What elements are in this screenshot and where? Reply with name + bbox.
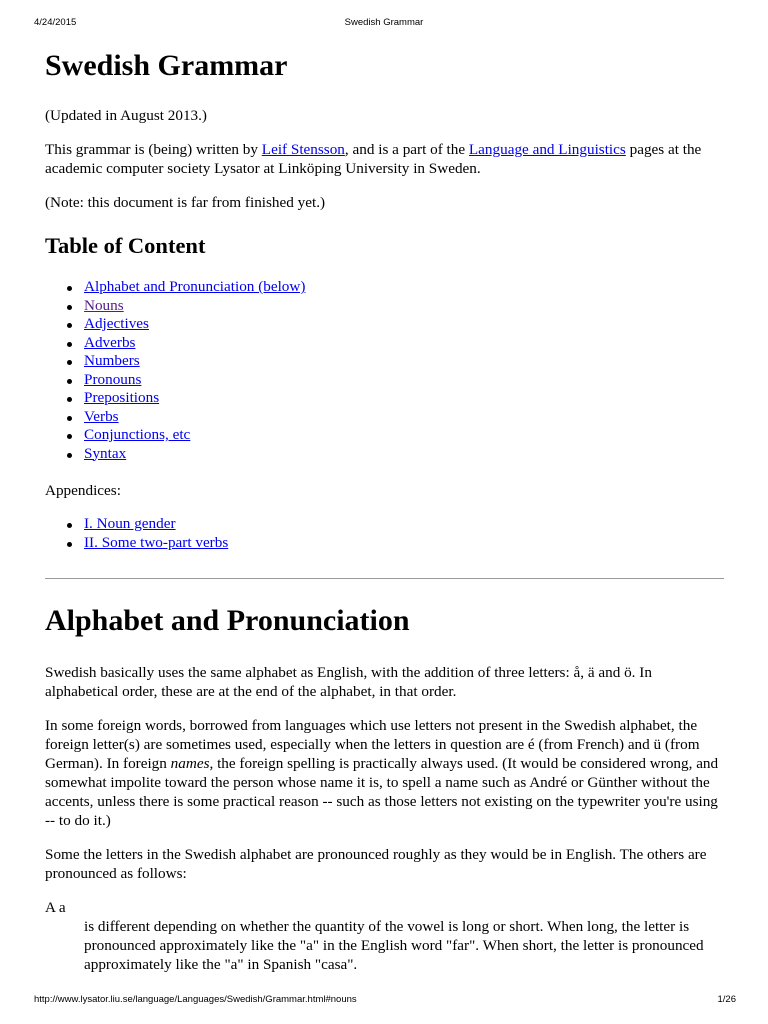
alphabet-p2-text-2: , the foreign spelling is practically always used. (It would be considered wrong, and somewhat impolite toward the person whose name it is, to spell a name such as André or Günther without the accents, unless there is some practical reason -- such as those letters not existing on the typewriter you're using -- to do it.) bbox=[45, 755, 719, 829]
author-link[interactable]: Leif Stensson bbox=[261, 141, 345, 158]
list-item bbox=[84, 408, 725, 427]
appendices-label: Appendices: bbox=[45, 482, 121, 499]
toc-link-adjectives[interactable]: Adjectives bbox=[84, 315, 149, 332]
list-item bbox=[84, 371, 725, 390]
alphabet-p2-emphasis: names bbox=[170, 755, 210, 772]
page-title: Swedish Grammar bbox=[45, 49, 288, 82]
letter-description-a: is different depending on whether the quantity of the vowel is long or short. When long, the letter is pronounced approximately like the "a" in the English word "far". When short, the letter is pronounced approximately like the "a" in Spanish "casa". bbox=[84, 918, 704, 973]
toc-link-alphabet[interactable]: Alphabet and Pronunciation (below) bbox=[84, 278, 306, 295]
page-number: 1/26 bbox=[717, 994, 736, 1005]
toc-link-conjunctions[interactable]: Conjunctions, etc bbox=[84, 426, 191, 443]
list-item bbox=[84, 315, 725, 334]
toc-link-pronouns[interactable]: Pronouns bbox=[84, 370, 142, 388]
list-item bbox=[84, 534, 725, 553]
list-item bbox=[84, 334, 725, 353]
list-item bbox=[84, 297, 725, 316]
toc-link-verbs[interactable]: Verbs bbox=[84, 407, 119, 425]
document-content bbox=[45, 48, 725, 974]
print-url: http://www.lysator.liu.se/language/Languages/Swedish/Grammar.html#nouns bbox=[34, 994, 357, 1005]
print-title: Swedish Grammar bbox=[344, 17, 424, 28]
toc-link-syntax[interactable]: Syntax bbox=[84, 444, 127, 462]
section-divider bbox=[45, 578, 724, 579]
letter-definitions bbox=[45, 898, 725, 974]
intro-text-2: , and is a part of the bbox=[344, 141, 469, 158]
alphabet-paragraph-2 bbox=[45, 716, 725, 830]
intro-paragraph bbox=[45, 140, 725, 178]
toc-heading: Table of Content bbox=[45, 233, 206, 258]
intro-text-1: This grammar is (being) written by bbox=[45, 141, 262, 158]
list-item bbox=[84, 445, 725, 464]
appendix-link-two-part-verbs[interactable]: II. Some two-part verbs bbox=[84, 533, 229, 551]
list-item bbox=[84, 278, 725, 297]
alphabet-paragraph-1: Swedish basically uses the same alphabet as English, with the addition of three letters: å, ä and ö. In alphabetical order, these are at the end of the alphabet, in that order. bbox=[45, 664, 652, 700]
toc-link-nouns[interactable]: Nouns bbox=[84, 296, 124, 314]
appendix-link-noun-gender[interactable]: I. Noun gender bbox=[84, 515, 176, 532]
letter-term-a: A a bbox=[45, 899, 66, 916]
alphabet-paragraph-3: Some the letters in the Swedish alphabet are pronounced roughly as they would be in English. The others are pronounced as follows: bbox=[45, 846, 707, 882]
language-linguistics-link[interactable]: Language and Linguistics bbox=[468, 141, 626, 158]
toc-list bbox=[45, 278, 725, 463]
list-item bbox=[84, 389, 725, 408]
alphabet-p2-text-1: In some foreign words, borrowed from languages which use letters not present in the Swedish alphabet, the foreign letter(s) are sometimes used, especially when the letters in question are é (from French) and ü (from German). In foreign bbox=[45, 717, 700, 772]
list-item bbox=[84, 426, 725, 445]
list-item bbox=[84, 352, 725, 371]
unfinished-note: (Note: this document is far from finished yet.) bbox=[45, 194, 326, 211]
appendices-list bbox=[45, 515, 725, 552]
print-header bbox=[0, 17, 768, 31]
intro-text-3: pages at the academic computer society Lysator at Linköping University in Sweden. bbox=[45, 141, 702, 177]
alphabet-heading: Alphabet and Pronunciation bbox=[45, 604, 410, 637]
print-date: 4/24/2015 bbox=[34, 17, 77, 28]
toc-link-adverbs[interactable]: Adverbs bbox=[84, 333, 136, 351]
updated-note: (Updated in August 2013.) bbox=[45, 107, 207, 124]
list-item bbox=[84, 515, 725, 534]
toc-link-prepositions[interactable]: Prepositions bbox=[84, 389, 160, 406]
toc-link-numbers[interactable]: Numbers bbox=[84, 352, 140, 369]
